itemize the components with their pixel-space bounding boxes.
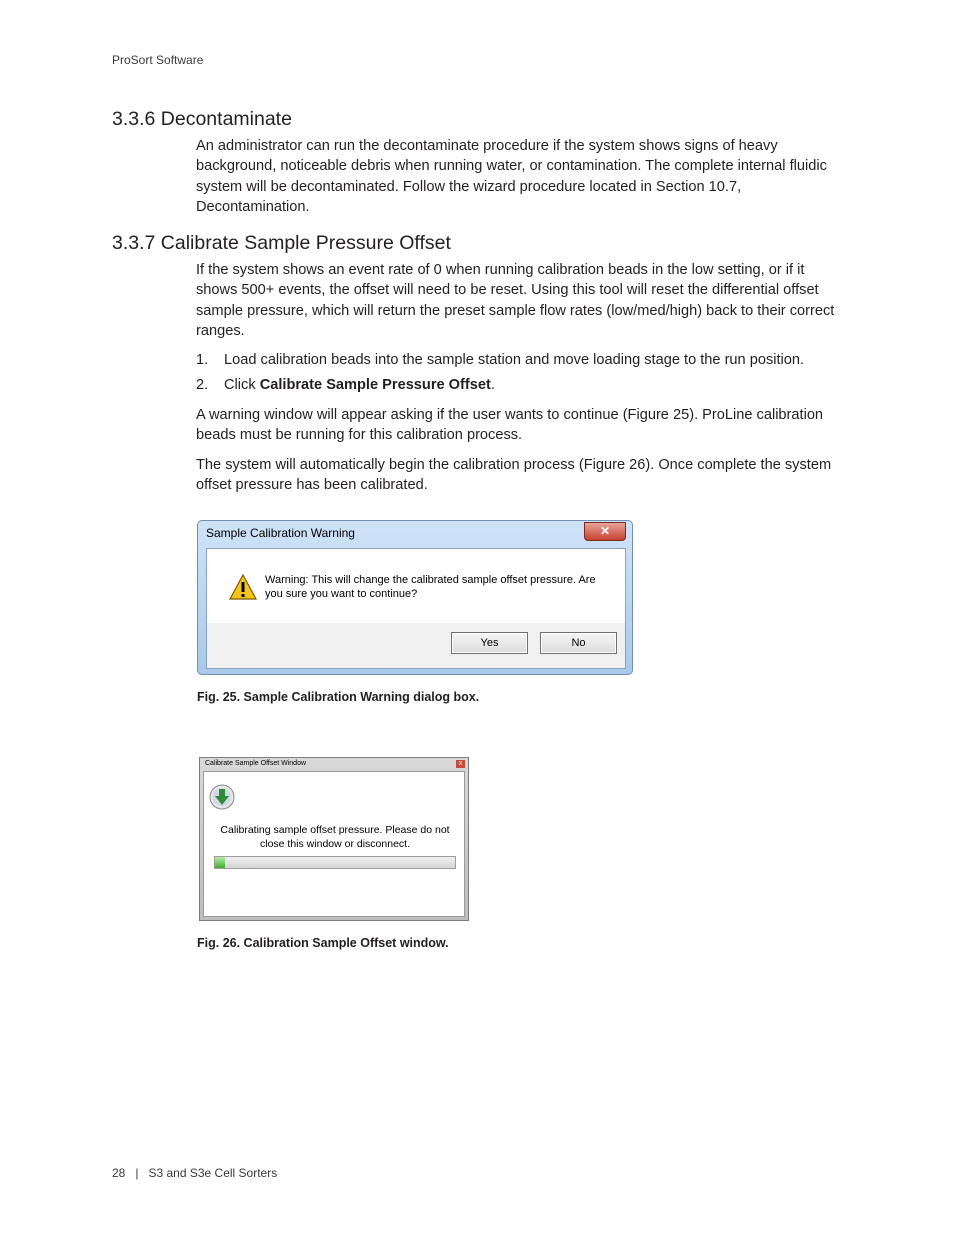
window-message-line-1: Calibrating sample offset pressure. Please do not <box>220 824 450 836</box>
window-message <box>204 823 466 851</box>
section-heading-decontaminate: 3.3.6 Decontaminate <box>112 108 292 130</box>
window-title: Calibrate Sample Offset Window <box>205 760 307 767</box>
calibrate-sample-offset-window <box>199 757 469 921</box>
calibrate-paragraph: If the system shows an event rate of 0 when running calibration beads in the low setting, or if it shows 500+ events, the offset will need to be reset. Using this tool will reset the differential offset sample pressure, which will return the preset sample flow rates (low/med/high) back to their correct ranges. <box>196 262 835 340</box>
figure-26-caption: Fig. 26. Calibration Sample Offset window. <box>197 936 449 950</box>
decontaminate-paragraph: An administrator can run the decontaminate procedure if the system shows signs of heavy background, noticeable debris when running water, or contamination. The complete internal fluidic system will be decontaminated. Follow the wizard procedure located in Section 10.7, Decontamination. <box>196 138 827 216</box>
section-heading-calibrate: 3.3.7 Calibrate Sample Pressure Offset <box>112 232 451 254</box>
window-body <box>203 771 465 917</box>
no-button[interactable]: No <box>540 632 617 654</box>
step-number: 2. <box>196 377 209 393</box>
step-text-suffix: . <box>490 377 495 393</box>
page-number: 28 <box>112 1166 126 1180</box>
yes-button[interactable]: Yes <box>451 632 528 654</box>
warning-paragraph: A warning window will appear asking if the user wants to continue (Figure 25). ProLine calibration beads must be running for this calibration process. <box>196 407 824 444</box>
dialog-button-bar <box>207 623 625 668</box>
window-message-line-2: close this window or disconnect. <box>260 838 410 850</box>
figure-25-caption: Fig. 25. Sample Calibration Warning dialog box. <box>197 690 480 704</box>
dialog-title: Sample Calibration Warning <box>206 526 355 540</box>
dialog-message: Warning: This will change the calibrated sample offset pressure. Are you sure you want to continue? <box>265 574 596 600</box>
document-title: S3 and S3e Cell Sorters <box>148 1166 278 1180</box>
warning-icon <box>229 574 257 600</box>
running-head: ProSort Software <box>112 53 204 67</box>
step-1 <box>196 350 804 370</box>
step-number: 1. <box>196 352 209 368</box>
close-icon[interactable]: x <box>456 760 465 768</box>
sample-calibration-warning-dialog <box>197 520 633 675</box>
footer-separator: | <box>135 1166 139 1180</box>
step-2 <box>196 375 495 395</box>
dialog-body <box>206 548 626 669</box>
download-arrow-icon <box>209 784 235 810</box>
calibration-progress-bar <box>214 856 456 869</box>
step-text-prefix: Click <box>224 377 260 393</box>
progress-fill <box>215 857 225 868</box>
page-footer <box>112 1166 277 1180</box>
step-text-bold: Calibrate Sample Pressure Offset <box>259 377 491 393</box>
close-icon[interactable]: ✕ <box>584 522 626 541</box>
step-text: Load calibration beads into the sample station and move loading stage to the run position. <box>224 352 805 368</box>
auto-calibration-paragraph: The system will automatically begin the calibration process (Figure 26). Once complete the system offset pressure has been calibrated. <box>196 457 832 494</box>
